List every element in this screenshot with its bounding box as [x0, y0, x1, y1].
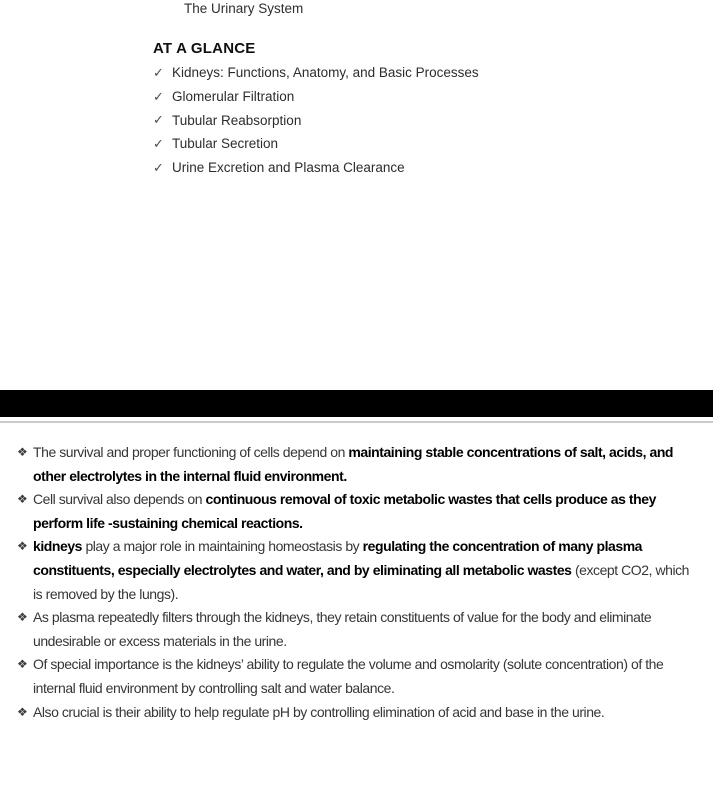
bullet-item [17, 653, 701, 700]
text-run: maintaining stable concentrations of salt, acids, and other electrolytes in the internal fluid environment. [33, 444, 674, 484]
checklist-item [153, 132, 479, 156]
check-icon: ✓ [153, 112, 164, 128]
checklist-item-label: Tubular Secretion [172, 136, 279, 152]
checklist-item-label: Tubular Reabsorption [172, 112, 302, 128]
diamond-bullet-icon: ❖ [17, 492, 28, 507]
bullet-item [17, 441, 701, 488]
diamond-bullet-icon: ❖ [17, 657, 28, 672]
glance-checklist [153, 61, 479, 179]
checklist-item-label: Urine Excretion and Plasma Clearance [172, 160, 405, 176]
bullet-item [17, 488, 701, 535]
checklist-item-label: Glomerular Filtration [172, 89, 295, 105]
diamond-bullet-icon: ❖ [17, 704, 28, 719]
bullet-item [17, 701, 701, 725]
text-run: regulating the concentration of many plasma constituents, especially electrolytes and water, and by eliminating all metabolic wastes [33, 538, 643, 578]
text-run: Cell survival also depends on [33, 491, 206, 508]
text-run: Of special importance is the kidneys’ ability to regulate the volume and osmolarity (solute concentration) of the internal fluid environment by controlling salt and water balance. [33, 656, 664, 696]
check-icon: ✓ [153, 88, 164, 104]
check-icon: ✓ [153, 64, 164, 80]
checklist-item [153, 108, 479, 132]
checklist-item-label: Kidneys: Functions, Anatomy, and Basic Processes [172, 65, 479, 81]
slide-footer-bar [0, 390, 713, 417]
checklist-item [153, 85, 479, 109]
text-run: As plasma repeatedly filters through the kidneys, they retain constituents of value for the body and eliminate undesirable or excess materials in the urine. [33, 609, 652, 649]
check-icon: ✓ [153, 159, 164, 175]
diamond-bullet-icon: ❖ [17, 539, 28, 554]
document-title: The Urinary System [184, 1, 304, 16]
bullet-item [17, 535, 701, 606]
at-a-glance-heading: AT A GLANCE [153, 40, 256, 57]
diamond-bullet-icon: ❖ [17, 445, 28, 459]
text-run: Also crucial is their ability to help regulate pH by controlling elimination of acid and base in the urine. [33, 703, 605, 720]
diamond-bullet-icon: ❖ [17, 610, 28, 625]
summary-bullet-list [17, 441, 701, 724]
text-run: The survival and proper functioning of cells depend on [33, 444, 349, 460]
text-run: continuous removal of toxic metabolic wastes that cells produce as they perform life -sustaining chemical reactions. [33, 491, 656, 531]
check-icon: ✓ [153, 135, 164, 151]
checklist-item [153, 156, 479, 180]
bullet-item [17, 606, 701, 653]
text-run: (except CO2, which is removed by the lungs). [33, 561, 689, 602]
text-run: play a major role in maintaining homeostasis by [82, 538, 363, 555]
text-run: kidneys [33, 538, 82, 555]
checklist-item [153, 61, 479, 85]
page-divider [0, 421, 713, 423]
